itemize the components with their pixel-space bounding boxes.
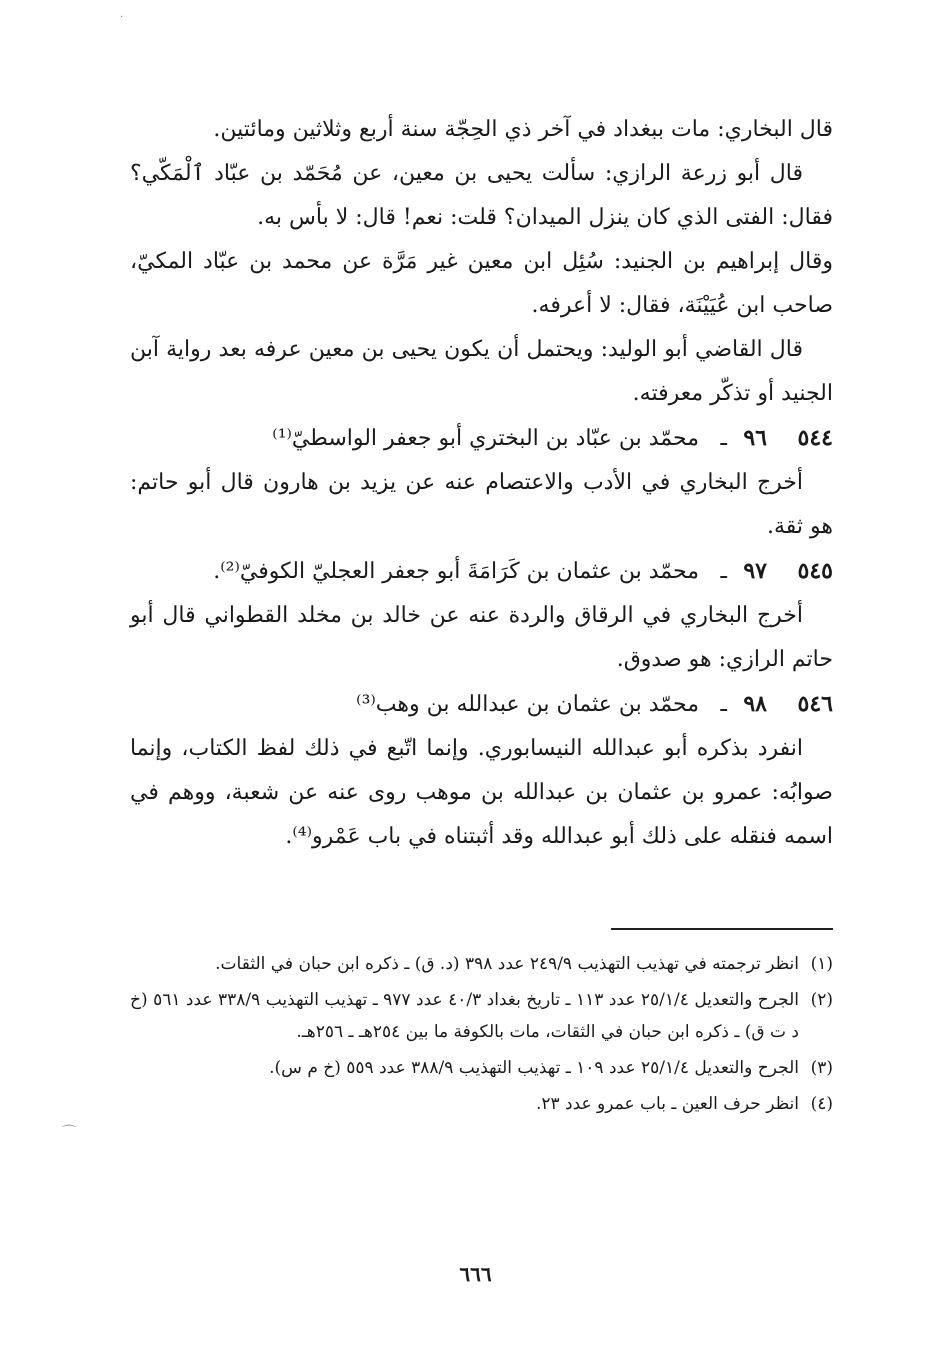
footnote-number: (٤) [810, 1094, 833, 1114]
page-number: ٦٦٦ [459, 1262, 492, 1286]
entry-dash: ـ [720, 559, 727, 584]
scan-speck: ⌒ [62, 1125, 76, 1141]
paragraph: قال القاضي أبو الوليد: ويحتمل أن يكون يحيى بن معين عرفه بعد رواية آبن الجنيد أو تذكّر معرفته. [130, 337, 833, 406]
entry-number: ٥٤٥ [797, 558, 833, 584]
paragraph: قال أبو زرعة الرازي: سألت يحيى بن معين، عن مُحَمّد بن عبّاد ٱلْمَكّي؟ فقال: الفتى الذي كان ينزل الميدان؟ قلت: نعم! قال: لا بأس به. [130, 161, 833, 230]
entry-body: أخرج البخاري في الأدب والاعتصام عنه عن يزيد بن هارون قال أبو حاتم: هو ثقة. [130, 470, 833, 539]
entry-number: ٥٤٦ [797, 691, 833, 717]
entry-number: ٥٤٤ [797, 425, 833, 451]
footnote-separator [611, 928, 833, 930]
entry-title: محمّد بن عبّاد بن البختري أبو جعفر الواسطيّ⁽¹⁾ [272, 426, 699, 451]
entry-heading [130, 416, 833, 461]
entry-dash: ـ [720, 692, 727, 717]
footnote-number: (٢) [810, 990, 833, 1010]
entry-dash: ـ [720, 426, 727, 451]
entry-title: محمّد بن عثمان بن كَرَامَةَ أبو جعفر العجليّ الكوفيّ⁽²⁾. [213, 559, 699, 584]
paragraph: قال البخاري: مات ببغداد في آخر ذي الحِجّة سنة أربع وثلاثين ومائتين. [213, 117, 833, 142]
entry-title: محمّد بن عثمان بن عبدالله بن وهب⁽³⁾ [356, 692, 699, 717]
footnote [130, 984, 833, 1048]
entry-heading [130, 549, 833, 594]
footnote-text: الجرح والتعديل ٢٥/١/٤ عدد ١١٣ ـ تاريخ بغداد ٤٠/٣ عدد ٩٧٧ ـ تهذيب التهذيب ٣٣٨/٩ عدد ٥٦١ (خ د ت ق) ـ ذكره ابن حبان في الثقات، مات بالكوفة ما بين ٢٥٤هـ ـ ٢٥٦هـ. [130, 990, 799, 1042]
entry-sub-number: ٩٧ [743, 558, 767, 584]
paragraph: وقال إبراهيم بن الجنيد: سُئِل ابن معين غير مَرَّة عن محمد بن عبّاد المكيّ، صاحب ابن عُيَيْنَة، فقال: لا أعرفه. [130, 249, 833, 318]
entry-sub-number: ٩٦ [743, 425, 767, 451]
footnote [130, 1052, 833, 1084]
footnote-text: انظر ترجمته في تهذيب التهذيب ٢٤٩/٩ عدد ٣٩٨ (د. ق) ـ ذكره ابن حبان في الثقات. [215, 954, 799, 974]
footnotes [130, 948, 833, 1124]
main-text [130, 108, 833, 859]
entry-sub-number: ٩٨ [743, 691, 767, 717]
entry-body: أخرج البخاري في الرقاق والردة عنه عن خالد بن مخلد القطواني قال أبو حاتم الرازي: هو صدوق. [130, 603, 833, 672]
footnote-text: الجرح والتعديل ٢٥/١/٤ عدد ١٠٩ ـ تهذيب التهذيب ٣٨٨/٩ عدد ٥٥٩ (خ م س). [269, 1058, 799, 1078]
entry-body: انفرد بذكره أبو عبدالله النيسابوري. وإنما اتّبع في ذلك لفظ الكتاب، وإنما صوابُه: عمرو بن عثمان بن عبدالله بن موهب روى عنه عن شعبة، ووهم في اسمه فنقله على ذلك أبو عبدالله وقد أثبتناه في باب عَمْرو⁽⁴⁾. [130, 736, 833, 849]
footnote [130, 948, 833, 980]
footnote-number: (١) [810, 954, 833, 974]
footnote [130, 1088, 833, 1120]
footnote-number: (٣) [810, 1058, 833, 1078]
scan-speck: · [120, 12, 124, 23]
entry-heading [130, 682, 833, 727]
footnote-text: انظر حرف العين ـ باب عمرو عدد ٢٣. [535, 1094, 799, 1114]
